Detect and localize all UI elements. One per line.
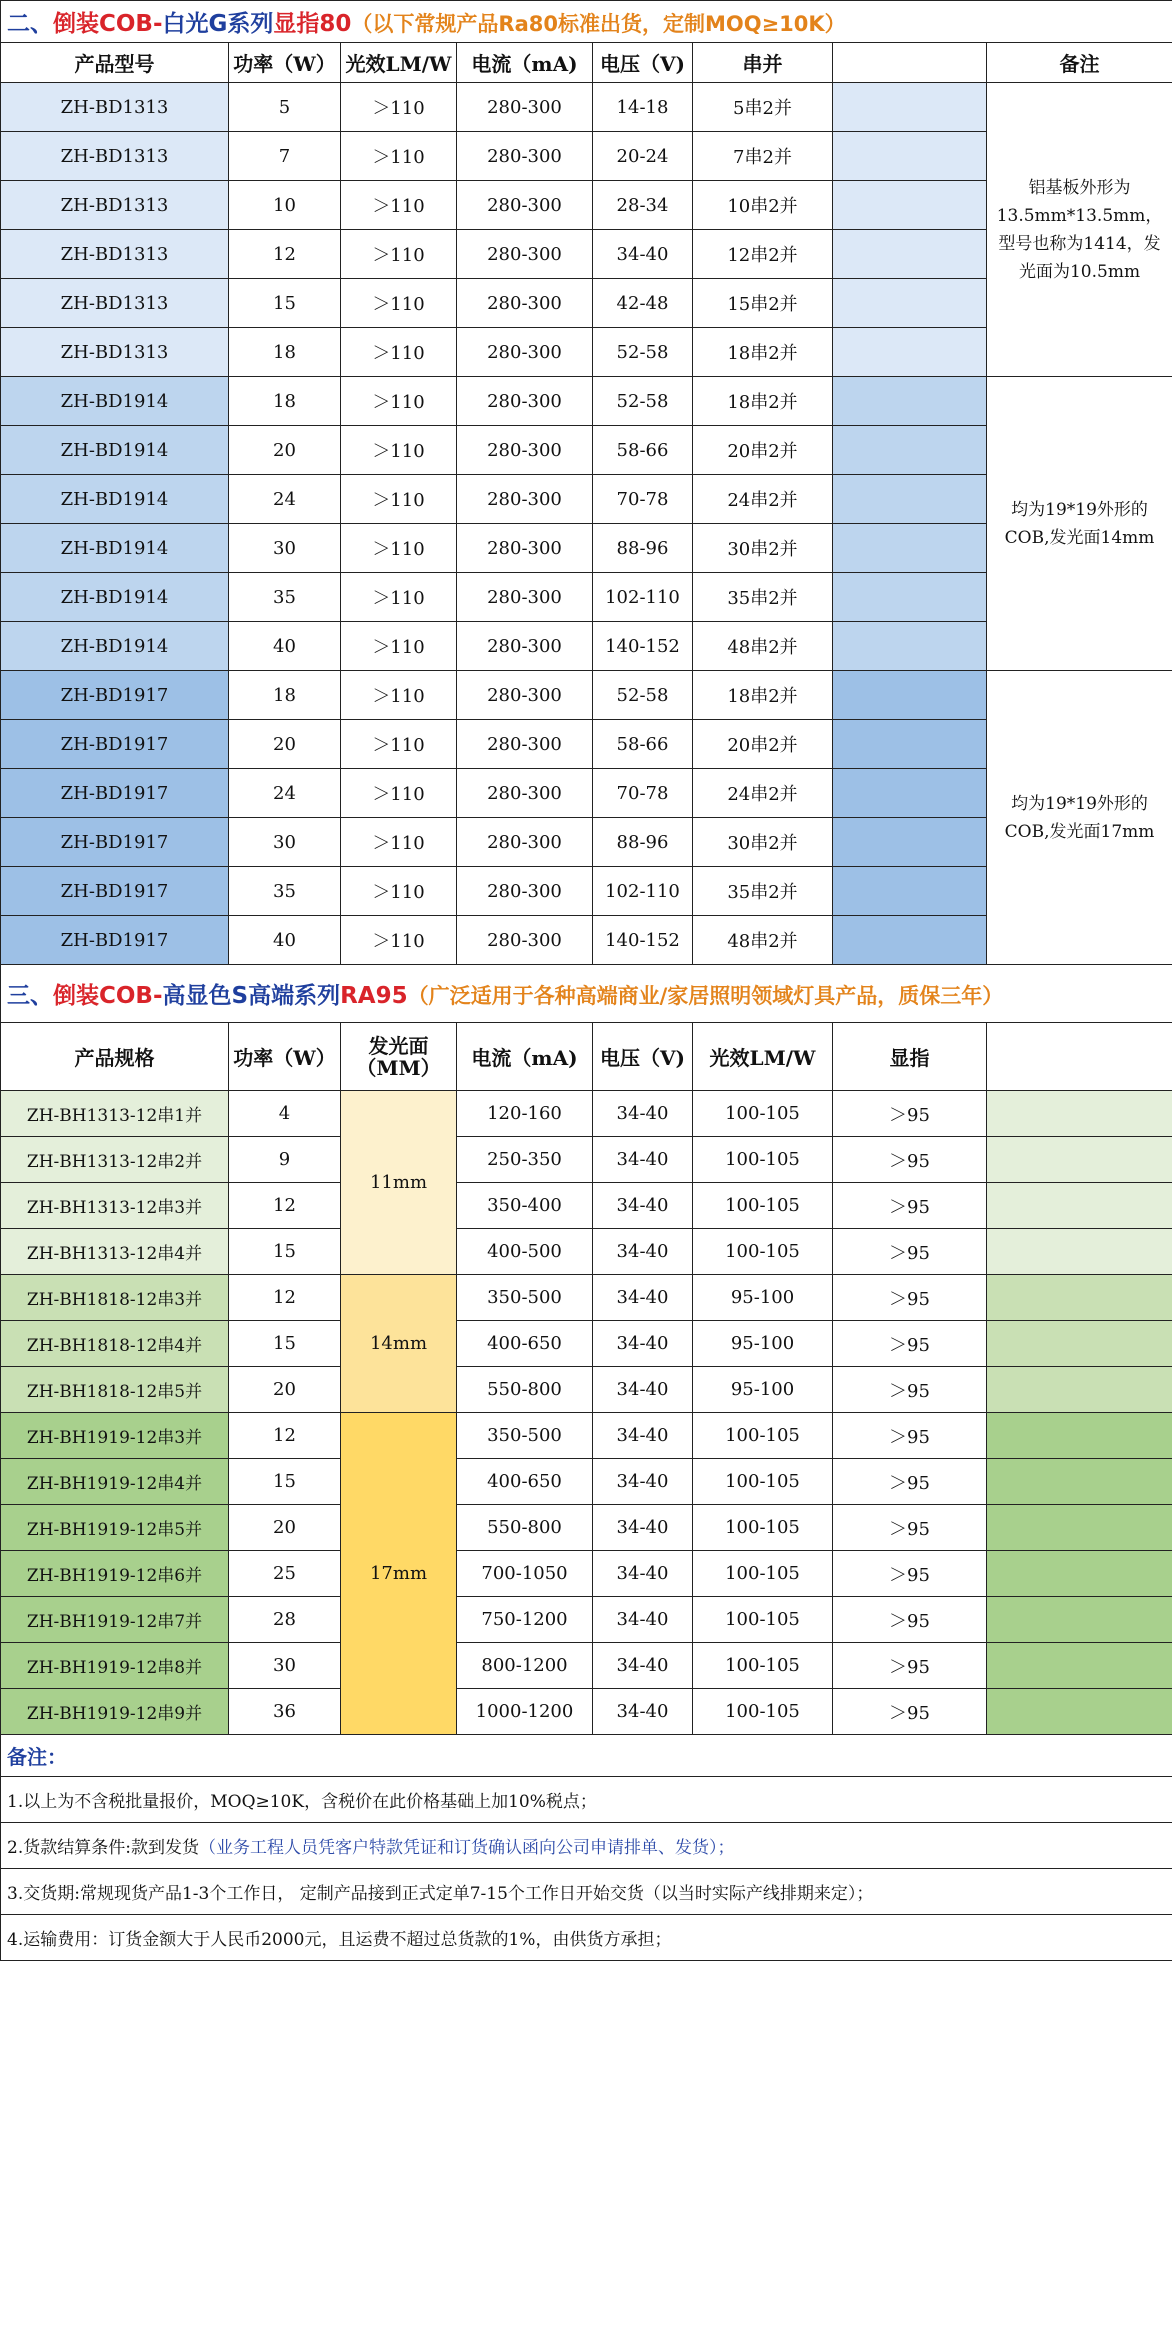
note-line-3: 3.交货期:常规现货产品1-3个工作日， 定制产品接到正式定单7-15个工作日开始交货（以当时实际产线排期来定）； [1, 1869, 1172, 1915]
color-swatch-cell [987, 1275, 1172, 1321]
power-cell: 12 [229, 1183, 341, 1229]
table-row [1, 1367, 1172, 1413]
note-line-4: 4.运输费用：订货金额大于人民币2000元，且运费不超过总货款的1%，由供货方承担； [1, 1915, 1172, 1961]
section3-title-row [1, 965, 1172, 1023]
section3-title-prefix: 三、 [7, 983, 53, 1009]
s3-header-voltage: 电压（V) [593, 1023, 693, 1091]
efficacy-cell: ＞110 [341, 573, 457, 622]
section2-title-row [1, 1, 1172, 43]
product-spec-cell: ZH-BH1313-12串2并 [1, 1137, 229, 1183]
efficacy-cell: ＞110 [341, 769, 457, 818]
color-swatch-cell [987, 1137, 1172, 1183]
current-cell: 280-300 [457, 573, 593, 622]
efficacy-cell: ＞110 [341, 279, 457, 328]
section3-title-note: （广泛适用于各种高端商业/家居照明领域灯具产品，质保三年） [407, 984, 1004, 1008]
config-cell: 20串2并 [693, 426, 833, 475]
config-cell: 35串2并 [693, 867, 833, 916]
voltage-cell: 58-66 [593, 720, 693, 769]
efficacy-cell: ＞110 [341, 377, 457, 426]
table-row [1, 1413, 1172, 1459]
config-cell: 24串2并 [693, 769, 833, 818]
color-swatch-cell [833, 426, 987, 475]
product-model-cell: ZH-BD1914 [1, 426, 229, 475]
s3-header-face: 发光面 （MM） [341, 1023, 457, 1091]
color-swatch-cell [833, 83, 987, 132]
power-cell: 35 [229, 867, 341, 916]
product-model-cell: ZH-BD1313 [1, 83, 229, 132]
s3-header-cri: 显指 [833, 1023, 987, 1091]
power-cell: 30 [229, 1643, 341, 1689]
voltage-cell: 34-40 [593, 1459, 693, 1505]
efficacy-cell: ＞110 [341, 622, 457, 671]
current-cell: 400-500 [457, 1229, 593, 1275]
s2-header-model: 产品型号 [1, 43, 229, 83]
voltage-cell: 34-40 [593, 1137, 693, 1183]
current-cell: 280-300 [457, 769, 593, 818]
voltage-cell: 34-40 [593, 1551, 693, 1597]
current-cell: 280-300 [457, 377, 593, 426]
note-line-2-plain: 2.货款结算条件:款到发货 [7, 1838, 199, 1858]
voltage-cell: 88-96 [593, 524, 693, 573]
note-line-1: 1.以上为不含税批量报价，MOQ≥10K，含税价在此价格基础上加10%税点； [1, 1777, 1172, 1823]
config-cell: 30串2并 [693, 818, 833, 867]
voltage-cell: 52-58 [593, 671, 693, 720]
voltage-cell: 34-40 [593, 1091, 693, 1137]
efficacy-cell: ＞110 [341, 671, 457, 720]
cri-cell: ＞95 [833, 1183, 987, 1229]
power-cell: 18 [229, 377, 341, 426]
color-swatch-cell [987, 1689, 1172, 1735]
current-cell: 280-300 [457, 181, 593, 230]
efficacy-cell: ＞110 [341, 132, 457, 181]
table-row [1, 1275, 1172, 1321]
cri-cell: ＞95 [833, 1597, 987, 1643]
color-swatch-cell [987, 1367, 1172, 1413]
section2-title-red: 倒装COB- [53, 11, 163, 37]
table-row [1, 671, 1172, 720]
table-row [1, 1689, 1172, 1735]
current-cell: 800-1200 [457, 1643, 593, 1689]
current-cell: 280-300 [457, 132, 593, 181]
efficacy-cell: ＞110 [341, 524, 457, 573]
note-line-2-blue: （业务工程人员凭客户特款凭证和订货确认函向公司申请排单、发货）； [198, 1838, 735, 1858]
efficacy-cell: 100-105 [693, 1091, 833, 1137]
product-model-cell: ZH-BD1917 [1, 671, 229, 720]
table-row [1, 377, 1172, 426]
product-model-cell: ZH-BD1914 [1, 475, 229, 524]
cri-cell: ＞95 [833, 1689, 987, 1735]
current-cell: 750-1200 [457, 1597, 593, 1643]
remark-cell: 铝基板外形为13.5mm*13.5mm，型号也称为1414，发光面为10.5mm [987, 83, 1172, 377]
voltage-cell: 140-152 [593, 916, 693, 965]
section2-title-blue: 白光G系列 [162, 11, 274, 37]
color-swatch-cell [833, 230, 987, 279]
cri-cell: ＞95 [833, 1551, 987, 1597]
product-spec-cell: ZH-BH1919-12串5并 [1, 1505, 229, 1551]
product-model-cell: ZH-BD1914 [1, 377, 229, 426]
s2-header-current: 电流（mA) [457, 43, 593, 83]
notes-heading: 备注： [1, 1735, 1172, 1777]
current-cell: 250-350 [457, 1137, 593, 1183]
config-cell: 18串2并 [693, 377, 833, 426]
efficacy-cell: ＞110 [341, 916, 457, 965]
product-spec-cell: ZH-BH1818-12串3并 [1, 1275, 229, 1321]
power-cell: 18 [229, 671, 341, 720]
efficacy-cell: 100-105 [693, 1505, 833, 1551]
color-swatch-cell [987, 1413, 1172, 1459]
color-swatch-cell [833, 622, 987, 671]
voltage-cell: 34-40 [593, 1505, 693, 1551]
note-row [1, 1915, 1172, 1961]
power-cell: 36 [229, 1689, 341, 1735]
voltage-cell: 34-40 [593, 1275, 693, 1321]
voltage-cell: 34-40 [593, 1229, 693, 1275]
power-cell: 12 [229, 1275, 341, 1321]
current-cell: 700-1050 [457, 1551, 593, 1597]
power-cell: 20 [229, 1367, 341, 1413]
cri-cell: ＞95 [833, 1091, 987, 1137]
config-cell: 48串2并 [693, 916, 833, 965]
table-row [1, 1643, 1172, 1689]
config-cell: 48串2并 [693, 622, 833, 671]
config-cell: 15串2并 [693, 279, 833, 328]
color-swatch-cell [833, 867, 987, 916]
color-swatch-cell [987, 1321, 1172, 1367]
table-row [1, 1091, 1172, 1137]
voltage-cell: 14-18 [593, 83, 693, 132]
power-cell: 9 [229, 1137, 341, 1183]
voltage-cell: 28-34 [593, 181, 693, 230]
efficacy-cell: 100-105 [693, 1229, 833, 1275]
current-cell: 280-300 [457, 279, 593, 328]
voltage-cell: 140-152 [593, 622, 693, 671]
current-cell: 280-300 [457, 720, 593, 769]
color-swatch-cell [987, 1229, 1172, 1275]
current-cell: 280-300 [457, 230, 593, 279]
product-model-cell: ZH-BD1917 [1, 818, 229, 867]
current-cell: 400-650 [457, 1459, 593, 1505]
product-model-cell: ZH-BD1917 [1, 769, 229, 818]
power-cell: 5 [229, 83, 341, 132]
current-cell: 280-300 [457, 83, 593, 132]
current-cell: 280-300 [457, 475, 593, 524]
power-cell: 15 [229, 279, 341, 328]
cri-cell: ＞95 [833, 1505, 987, 1551]
color-swatch-cell [833, 279, 987, 328]
efficacy-cell: 95-100 [693, 1367, 833, 1413]
product-model-cell: ZH-BD1914 [1, 524, 229, 573]
current-cell: 1000-1200 [457, 1689, 593, 1735]
power-cell: 20 [229, 426, 341, 475]
s2-header-voltage: 电压（V) [593, 43, 693, 83]
current-cell: 280-300 [457, 524, 593, 573]
voltage-cell: 34-40 [593, 1183, 693, 1229]
config-cell: 18串2并 [693, 328, 833, 377]
section2-title-red2: 显指80 [273, 11, 352, 37]
current-cell: 350-400 [457, 1183, 593, 1229]
product-model-cell: ZH-BD1313 [1, 230, 229, 279]
cri-cell: ＞95 [833, 1229, 987, 1275]
table-row [1, 83, 1172, 132]
cri-cell: ＞95 [833, 1643, 987, 1689]
table-row [1, 1183, 1172, 1229]
efficacy-cell: 100-105 [693, 1459, 833, 1505]
efficacy-cell: ＞110 [341, 818, 457, 867]
product-model-cell: ZH-BD1313 [1, 132, 229, 181]
product-model-cell: ZH-BD1917 [1, 867, 229, 916]
voltage-cell: 70-78 [593, 769, 693, 818]
power-cell: 12 [229, 1413, 341, 1459]
efficacy-cell: 95-100 [693, 1321, 833, 1367]
voltage-cell: 42-48 [593, 279, 693, 328]
s3-header-spec: 产品规格 [1, 1023, 229, 1091]
note-line-2 [1, 1823, 1172, 1869]
efficacy-cell: ＞110 [341, 720, 457, 769]
emitting-face-cell: 11mm [341, 1091, 457, 1275]
table-row [1, 1551, 1172, 1597]
power-cell: 30 [229, 524, 341, 573]
product-spec-cell: ZH-BH1818-12串4并 [1, 1321, 229, 1367]
color-swatch-cell [987, 1505, 1172, 1551]
efficacy-cell: ＞110 [341, 83, 457, 132]
power-cell: 28 [229, 1597, 341, 1643]
voltage-cell: 34-40 [593, 1413, 693, 1459]
section2-title-note: （以下常规产品Ra80标准出货，定制MOQ≥10K） [351, 12, 846, 36]
color-swatch-cell [833, 181, 987, 230]
table-row [1, 1229, 1172, 1275]
color-swatch-cell [987, 1459, 1172, 1505]
note-row [1, 1823, 1172, 1869]
power-cell: 4 [229, 1091, 341, 1137]
s2-header-efficacy: 光效LM/W [341, 43, 457, 83]
power-cell: 7 [229, 132, 341, 181]
voltage-cell: 34-40 [593, 1597, 693, 1643]
power-cell: 24 [229, 769, 341, 818]
power-cell: 15 [229, 1229, 341, 1275]
efficacy-cell: ＞110 [341, 230, 457, 279]
voltage-cell: 70-78 [593, 475, 693, 524]
section3-title-blue: 高显色S高端系列 [162, 983, 341, 1009]
current-cell: 120-160 [457, 1091, 593, 1137]
cri-cell: ＞95 [833, 1367, 987, 1413]
s3-header-efficacy: 光效LM/W [693, 1023, 833, 1091]
product-spec-cell: ZH-BH1313-12串4并 [1, 1229, 229, 1275]
voltage-cell: 52-58 [593, 377, 693, 426]
product-spec-cell: ZH-BH1818-12串5并 [1, 1367, 229, 1413]
voltage-cell: 34-40 [593, 1643, 693, 1689]
s3-header-current: 电流（mA) [457, 1023, 593, 1091]
product-model-cell: ZH-BD1313 [1, 279, 229, 328]
s3-header-power: 功率（W） [229, 1023, 341, 1091]
product-model-cell: ZH-BD1313 [1, 328, 229, 377]
voltage-cell: 88-96 [593, 818, 693, 867]
current-cell: 280-300 [457, 818, 593, 867]
efficacy-cell: ＞110 [341, 867, 457, 916]
current-cell: 280-300 [457, 671, 593, 720]
config-cell: 24串2并 [693, 475, 833, 524]
power-cell: 10 [229, 181, 341, 230]
voltage-cell: 102-110 [593, 573, 693, 622]
product-spec-cell: ZH-BH1313-12串3并 [1, 1183, 229, 1229]
product-spec-cell: ZH-BH1313-12串1并 [1, 1091, 229, 1137]
efficacy-cell: 100-105 [693, 1597, 833, 1643]
product-spec-cell: ZH-BH1919-12串8并 [1, 1643, 229, 1689]
color-swatch-cell [833, 818, 987, 867]
table-row [1, 1137, 1172, 1183]
note-row [1, 1777, 1172, 1823]
efficacy-cell: 100-105 [693, 1551, 833, 1597]
product-model-cell: ZH-BD1917 [1, 720, 229, 769]
efficacy-cell: 95-100 [693, 1275, 833, 1321]
current-cell: 280-300 [457, 622, 593, 671]
power-cell: 15 [229, 1321, 341, 1367]
voltage-cell: 58-66 [593, 426, 693, 475]
product-model-cell: ZH-BD1917 [1, 916, 229, 965]
cri-cell: ＞95 [833, 1413, 987, 1459]
color-swatch-cell [833, 916, 987, 965]
product-spec-cell: ZH-BH1919-12串4并 [1, 1459, 229, 1505]
current-cell: 280-300 [457, 328, 593, 377]
color-swatch-cell [833, 524, 987, 573]
s2-header-power: 功率（W） [229, 43, 341, 83]
current-cell: 280-300 [457, 426, 593, 475]
table-row [1, 1505, 1172, 1551]
config-cell: 10串2并 [693, 181, 833, 230]
color-swatch-cell [833, 475, 987, 524]
color-swatch-cell [987, 1643, 1172, 1689]
config-cell: 12串2并 [693, 230, 833, 279]
section3-header-row [1, 1023, 1172, 1091]
voltage-cell: 34-40 [593, 1689, 693, 1735]
current-cell: 550-800 [457, 1367, 593, 1413]
current-cell: 400-650 [457, 1321, 593, 1367]
power-cell: 20 [229, 720, 341, 769]
current-cell: 350-500 [457, 1275, 593, 1321]
power-cell: 25 [229, 1551, 341, 1597]
color-swatch-cell [987, 1091, 1172, 1137]
s2-header-remark: 备注 [987, 43, 1172, 83]
config-cell: 35串2并 [693, 573, 833, 622]
table-row [1, 1597, 1172, 1643]
cri-cell: ＞95 [833, 1459, 987, 1505]
table-row [1, 1459, 1172, 1505]
config-cell: 20串2并 [693, 720, 833, 769]
color-swatch-cell [833, 720, 987, 769]
remark-cell: 均为19*19外形的COB,发光面17mm [987, 671, 1172, 965]
cri-cell: ＞95 [833, 1137, 987, 1183]
product-spec-cell: ZH-BH1919-12串7并 [1, 1597, 229, 1643]
color-swatch-cell [833, 671, 987, 720]
efficacy-cell: 100-105 [693, 1689, 833, 1735]
s2-header-blank [833, 43, 987, 83]
power-cell: 15 [229, 1459, 341, 1505]
table-row [1, 1321, 1172, 1367]
power-cell: 40 [229, 916, 341, 965]
config-cell: 5串2并 [693, 83, 833, 132]
voltage-cell: 102-110 [593, 867, 693, 916]
notes-heading-row [1, 1735, 1172, 1777]
voltage-cell: 20-24 [593, 132, 693, 181]
color-swatch-cell [833, 377, 987, 426]
config-cell: 18串2并 [693, 671, 833, 720]
voltage-cell: 34-40 [593, 1367, 693, 1413]
color-swatch-cell [987, 1183, 1172, 1229]
efficacy-cell: 100-105 [693, 1413, 833, 1459]
efficacy-cell: ＞110 [341, 328, 457, 377]
current-cell: 280-300 [457, 916, 593, 965]
efficacy-cell: ＞110 [341, 426, 457, 475]
product-spec-cell: ZH-BH1919-12串6并 [1, 1551, 229, 1597]
note-row [1, 1869, 1172, 1915]
power-cell: 20 [229, 1505, 341, 1551]
current-cell: 280-300 [457, 867, 593, 916]
remark-cell: 均为19*19外形的COB,发光面14mm [987, 377, 1172, 671]
section3-title-red: 倒装COB- [53, 983, 163, 1009]
product-model-cell: ZH-BD1914 [1, 573, 229, 622]
power-cell: 18 [229, 328, 341, 377]
product-model-cell: ZH-BD1313 [1, 181, 229, 230]
color-swatch-cell [987, 1597, 1172, 1643]
config-cell: 30串2并 [693, 524, 833, 573]
efficacy-cell: 100-105 [693, 1137, 833, 1183]
power-cell: 40 [229, 622, 341, 671]
color-swatch-cell [833, 769, 987, 818]
power-cell: 35 [229, 573, 341, 622]
power-cell: 30 [229, 818, 341, 867]
efficacy-cell: ＞110 [341, 181, 457, 230]
efficacy-cell: 100-105 [693, 1643, 833, 1689]
current-cell: 350-500 [457, 1413, 593, 1459]
color-swatch-cell [833, 132, 987, 181]
section3-title [1, 965, 1172, 1023]
product-model-cell: ZH-BD1914 [1, 622, 229, 671]
efficacy-cell: 100-105 [693, 1183, 833, 1229]
product-spec-cell: ZH-BH1919-12串3并 [1, 1413, 229, 1459]
emitting-face-cell: 17mm [341, 1413, 457, 1735]
voltage-cell: 52-58 [593, 328, 693, 377]
s2-header-config: 串并 [693, 43, 833, 83]
section2-header-row [1, 43, 1172, 83]
cri-cell: ＞95 [833, 1321, 987, 1367]
power-cell: 12 [229, 230, 341, 279]
config-cell: 7串2并 [693, 132, 833, 181]
color-swatch-cell [833, 573, 987, 622]
current-cell: 550-800 [457, 1505, 593, 1551]
power-cell: 24 [229, 475, 341, 524]
s3-header-blank [987, 1023, 1172, 1091]
emitting-face-cell: 14mm [341, 1275, 457, 1413]
color-swatch-cell [987, 1551, 1172, 1597]
efficacy-cell: ＞110 [341, 475, 457, 524]
voltage-cell: 34-40 [593, 230, 693, 279]
section3-title-red2: RA95 [340, 983, 408, 1009]
cri-cell: ＞95 [833, 1275, 987, 1321]
product-spec-cell: ZH-BH1919-12串9并 [1, 1689, 229, 1735]
color-swatch-cell [833, 328, 987, 377]
section2-title [1, 1, 1172, 43]
voltage-cell: 34-40 [593, 1321, 693, 1367]
section2-title-prefix: 二、 [7, 11, 53, 37]
